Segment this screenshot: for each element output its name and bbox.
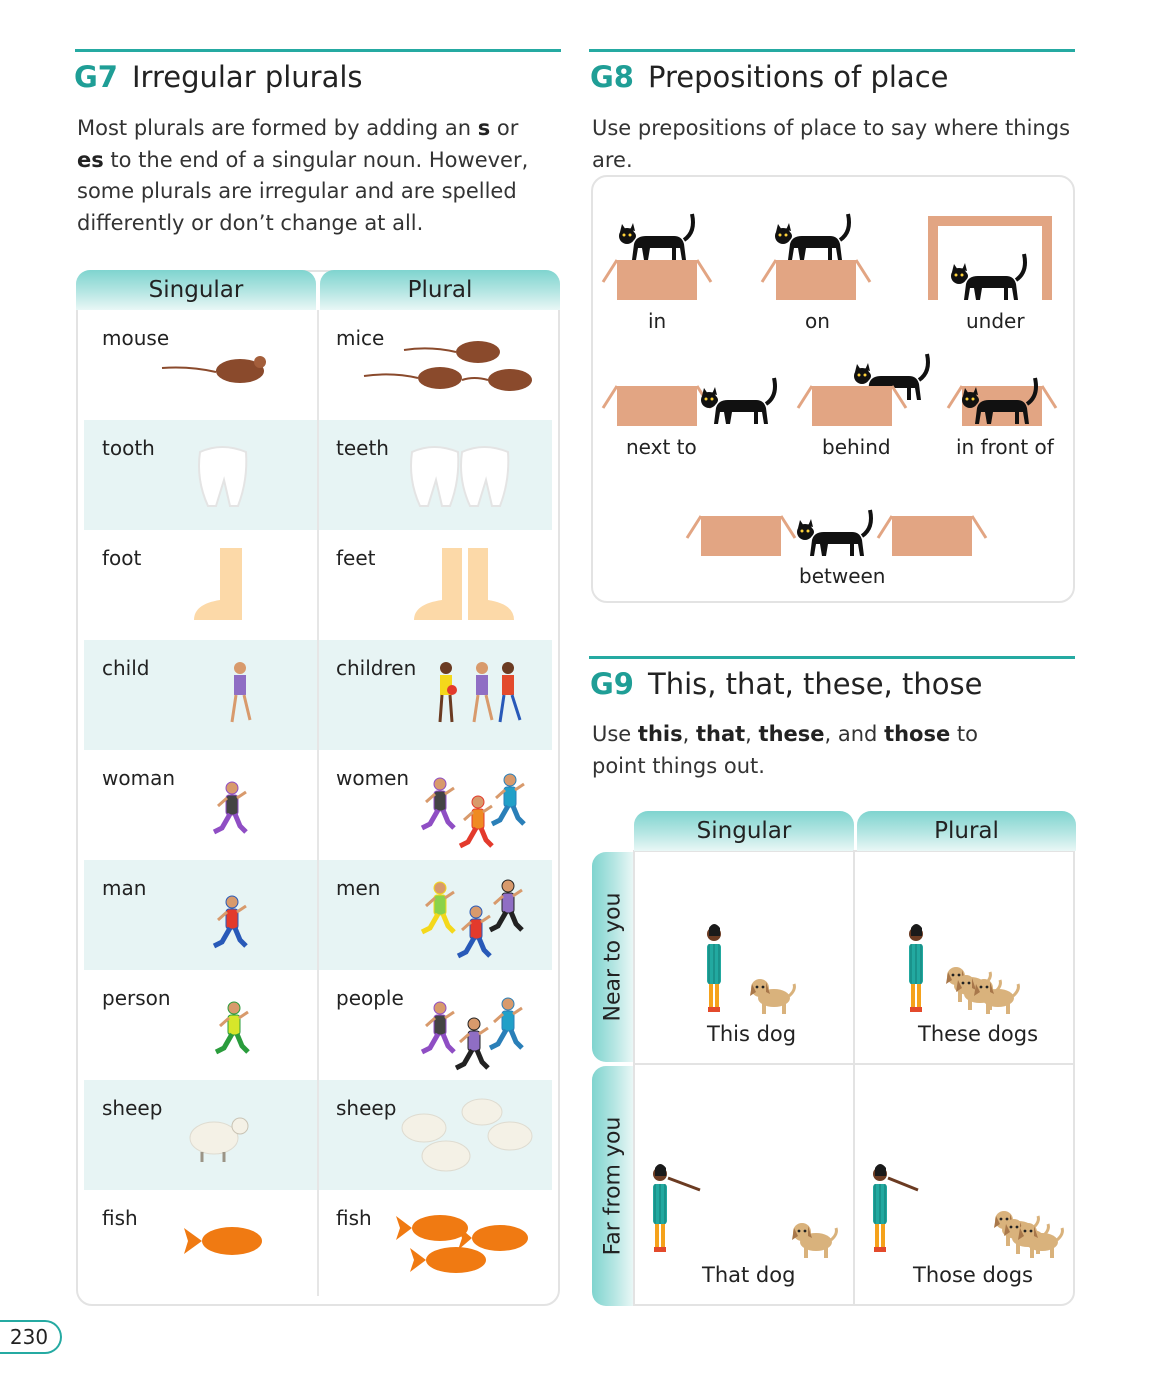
singular-word: foot bbox=[102, 546, 142, 570]
g7-intro-text-2: to the end of a singular noun. However, some plurals are irregular and are spelled differently or don’t change at all. bbox=[77, 147, 529, 235]
plural-word: people bbox=[336, 986, 404, 1010]
g9-header-singular: Singular bbox=[634, 811, 854, 851]
singular-word: person bbox=[102, 986, 171, 1010]
g9-word-those: those bbox=[884, 722, 951, 746]
g9-intro-text-2: to point things out. bbox=[592, 722, 978, 778]
g8-title: Prepositions of place bbox=[647, 60, 949, 94]
girl-far-singular bbox=[653, 1164, 667, 1252]
plural-word: mice bbox=[336, 326, 385, 350]
caption-this-dog: This dog bbox=[707, 1022, 797, 1046]
g9-side-far-label: Far from you bbox=[600, 1116, 625, 1256]
g9-word-these: these bbox=[758, 722, 825, 746]
plural-word: feet bbox=[336, 546, 376, 570]
label-under: under bbox=[966, 309, 1025, 333]
g9-code: G9 bbox=[590, 667, 634, 701]
girl-far-plural bbox=[873, 1164, 887, 1252]
g7-intro-es: es bbox=[77, 147, 104, 172]
g7-intro-text-1: Most plurals are formed by adding an bbox=[77, 116, 478, 140]
g9-side-near-label: Near to you bbox=[600, 892, 625, 1022]
singular-word: sheep bbox=[102, 1096, 163, 1120]
g9-word-this: this bbox=[637, 722, 683, 746]
caption-these-dogs: These dogs bbox=[918, 1022, 1039, 1046]
singular-word: woman bbox=[102, 766, 176, 790]
singular-word: man bbox=[102, 876, 147, 900]
plural-word: fish bbox=[336, 1206, 372, 1230]
g8-intro: Use prepositions of place to say where things are. bbox=[592, 116, 1071, 172]
g7-header-plural: Plural bbox=[320, 270, 560, 310]
g9-header-plural: Plural bbox=[857, 811, 1076, 851]
singular-word: tooth bbox=[102, 436, 155, 460]
g7-intro-s: s bbox=[477, 116, 491, 140]
dog-that bbox=[792, 1223, 836, 1258]
caption-that-dog: That dog bbox=[702, 1263, 796, 1287]
plural-word: sheep bbox=[336, 1096, 397, 1120]
g9-word-that: that bbox=[695, 722, 746, 746]
g8-code: G8 bbox=[590, 60, 634, 94]
singular-word: mouse bbox=[102, 326, 170, 350]
girl-near-singular bbox=[707, 924, 721, 1012]
page-number: 230 bbox=[0, 1320, 62, 1354]
plural-word: children bbox=[336, 656, 417, 680]
label-in-front-of: in front of bbox=[956, 435, 1054, 459]
label-behind: behind bbox=[822, 435, 891, 459]
g9-sep: , bbox=[682, 722, 696, 746]
g7-title: Irregular plurals bbox=[131, 60, 363, 94]
g9-intro-text-1: Use bbox=[592, 722, 638, 746]
g7-code: G7 bbox=[74, 60, 118, 94]
label-next-to: next to bbox=[626, 435, 697, 459]
g9-title: This, that, these, those bbox=[647, 667, 983, 701]
singular-word: child bbox=[102, 656, 150, 680]
dog-this bbox=[750, 979, 794, 1014]
g9-sep: , bbox=[745, 722, 759, 746]
label-between: between bbox=[799, 564, 886, 588]
label-in: in bbox=[648, 309, 667, 333]
label-on: on bbox=[805, 309, 830, 333]
plural-word: women bbox=[336, 766, 410, 790]
g7-intro-or: or bbox=[490, 116, 519, 140]
singular-word: fish bbox=[102, 1206, 138, 1230]
plural-word: teeth bbox=[336, 436, 389, 460]
caption-those-dogs: Those dogs bbox=[913, 1263, 1033, 1287]
g7-header-singular: Singular bbox=[76, 270, 316, 310]
girl-near-plural bbox=[909, 924, 923, 1012]
plural-word: men bbox=[336, 876, 381, 900]
g9-sep: , and bbox=[824, 722, 885, 746]
